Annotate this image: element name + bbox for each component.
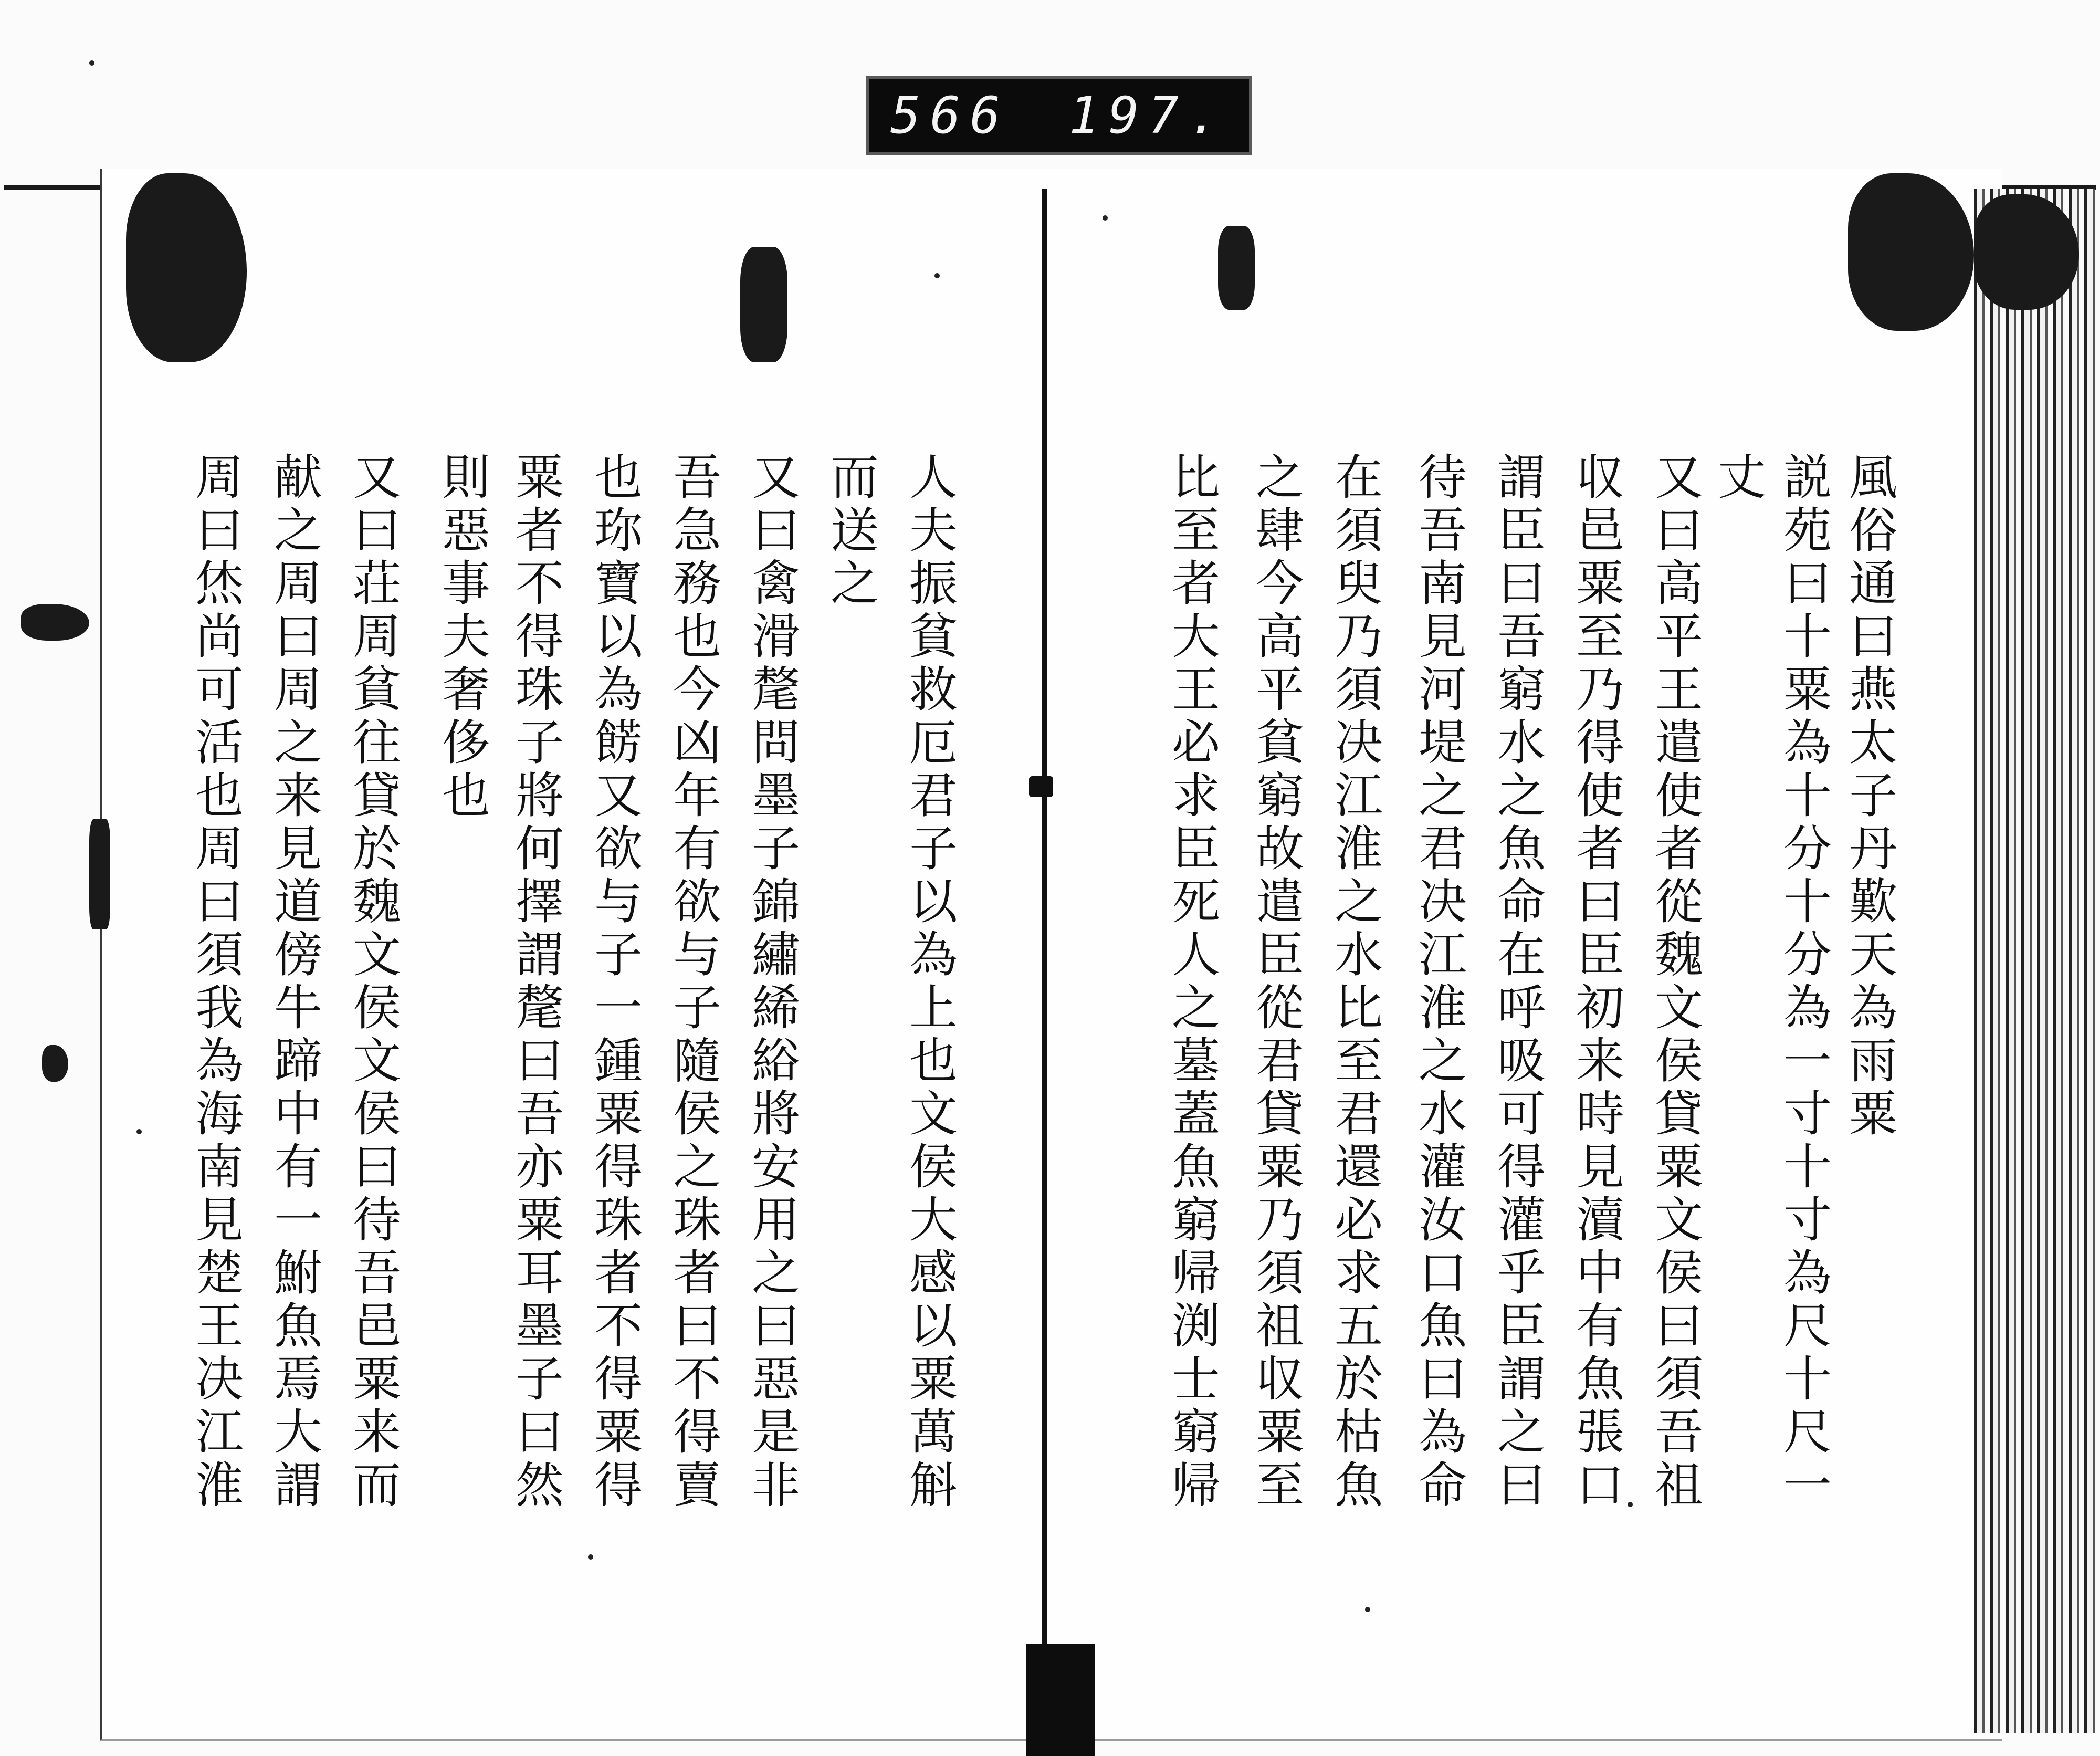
right-column-4: 又曰高平王遣使者從魏文侯貸粟文侯曰須吾祖 xyxy=(1647,452,1703,1512)
right-column-9: 之肆今高平貧窮故遣臣從君貸粟乃須祖収粟至 xyxy=(1248,452,1304,1512)
left-column-3: 又曰禽滑氂問墨子錦繡絺綌將安用之曰惡是非 xyxy=(744,452,800,1512)
damage-mark xyxy=(1218,226,1255,310)
left-column-5: 也珎寶以為餝又欲与子一鍾粟得珠者不得粟得 xyxy=(586,452,643,1512)
left-column-8: 又曰荘周貧往貸於魏文侯文侯曰待吾邑粟来而 xyxy=(345,452,401,1512)
page-number: 197. xyxy=(1068,86,1228,145)
damage-mark xyxy=(21,604,89,641)
right-column-6: 謂臣曰吾窮水之魚命在呼吸可得灌乎臣謂之曰 xyxy=(1489,452,1546,1512)
damage-mark xyxy=(740,247,788,362)
book-spine xyxy=(1042,189,1047,1675)
spine-clip xyxy=(1026,1644,1095,1756)
right-column-5: 収邑粟至乃得使者曰臣初来時見瀆中有魚張口 xyxy=(1568,452,1624,1512)
left-column-2: 而送之 xyxy=(823,452,879,611)
right-column-2: 説苑曰十粟為十分十分為一寸十寸為尺十尺一 xyxy=(1776,452,1832,1512)
damage-mark xyxy=(42,1045,68,1082)
left-column-6: 粟者不得珠子將何擇謂氂曰吾亦粟耳墨子曰然 xyxy=(508,452,564,1512)
left-column-1: 人夫振貧救厄君子以為上也文侯大感以粟萬斛 xyxy=(901,452,958,1512)
right-column-1: 風俗通曰燕太子丹歎天為雨粟 xyxy=(1841,452,1897,1141)
left-column-7: 則惡事夫奢侈也 xyxy=(434,452,490,823)
right-column-3: 丈 xyxy=(1710,452,1766,505)
volume-number: 566 xyxy=(890,86,1010,145)
page-edges xyxy=(1974,189,2095,1733)
archive-label xyxy=(866,76,1252,155)
left-column-10: 周曰烋尚可活也周曰須我為海南見楚王决江淮 xyxy=(187,452,244,1512)
damage-mark xyxy=(89,819,110,929)
right-column-8: 在須臾乃須决江淮之水比至君還必求五於枯魚 xyxy=(1327,452,1383,1512)
bookmark-nub xyxy=(1029,776,1053,797)
left-column-9: 献之周曰周之来見道傍牛蹄中有一鮒魚焉大謂 xyxy=(266,452,322,1512)
right-column-7: 待吾南見河堤之君决江淮之水灌汝口魚曰為命 xyxy=(1411,452,1467,1512)
left-column-4: 吾急務也今凶年有欲与子隨侯之珠者曰不得賣 xyxy=(665,452,721,1512)
right-column-10: 比至者大王必求臣死人之墓蓋魚窮帰渕士窮帰 xyxy=(1164,452,1220,1512)
